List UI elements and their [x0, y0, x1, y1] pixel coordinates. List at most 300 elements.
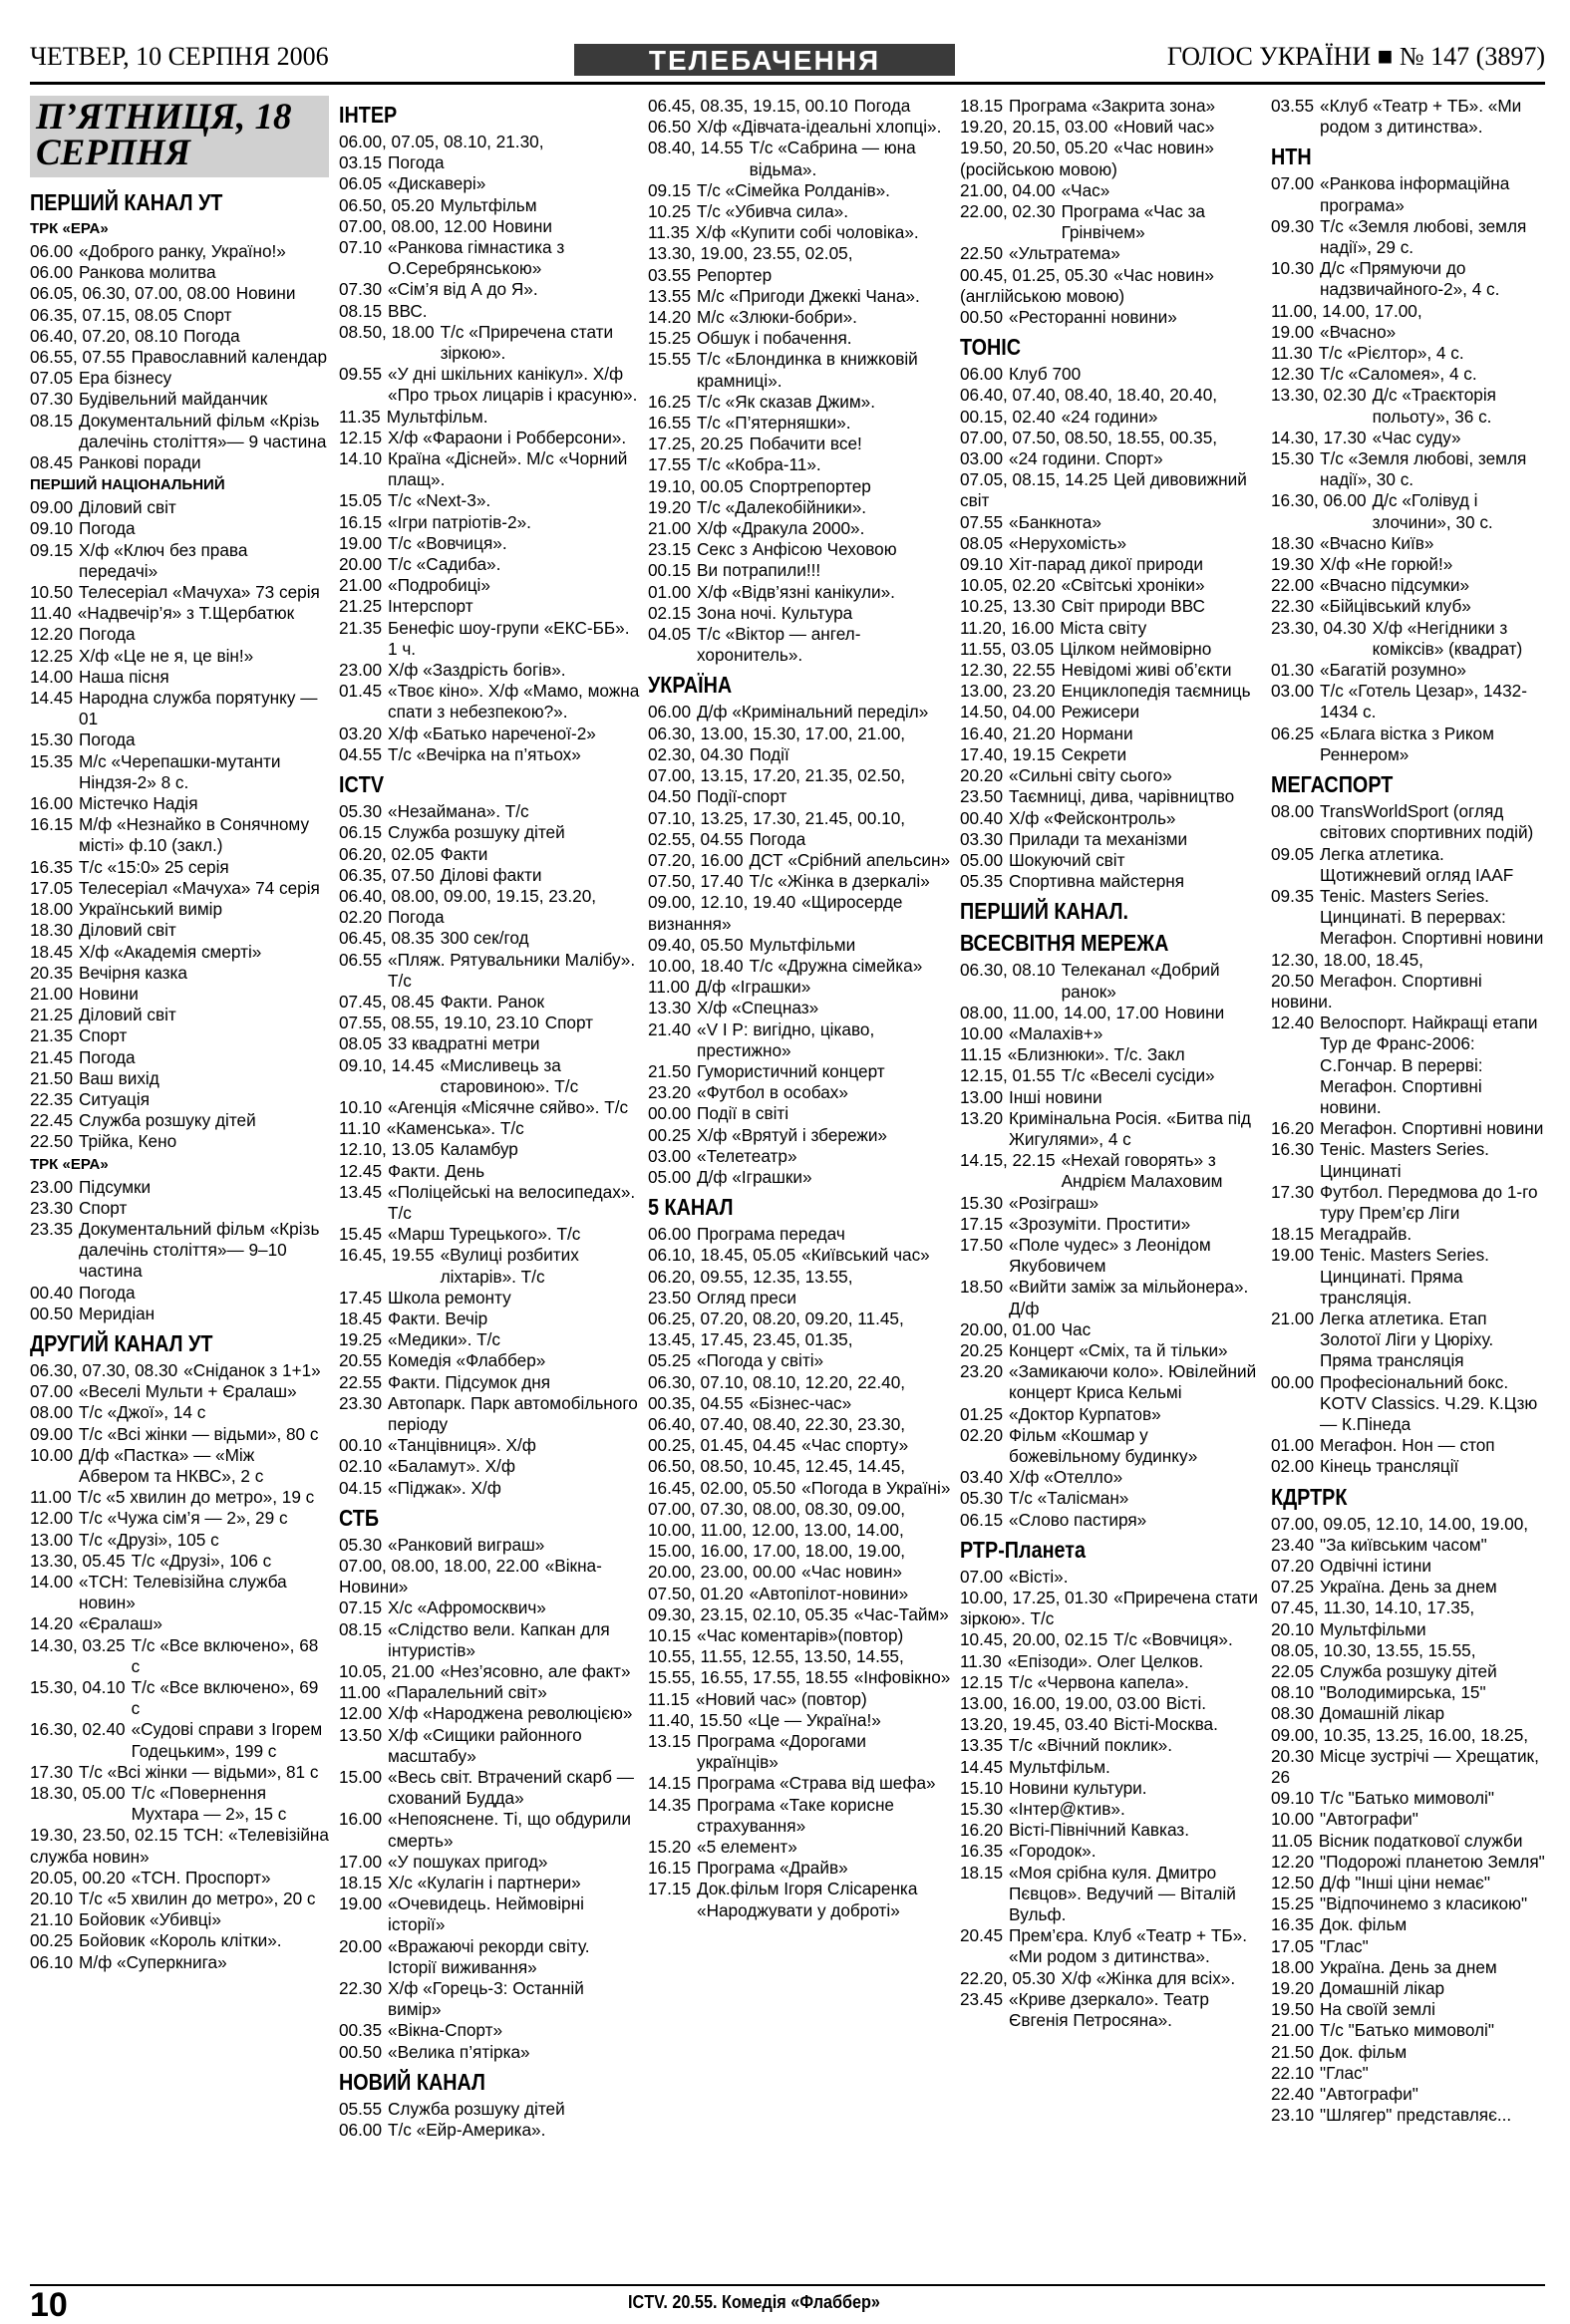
listing-time: 22.00	[1271, 575, 1315, 596]
listing-time: 07.45, 11.30, 14.10, 17.35, 20.10	[1271, 1598, 1475, 1639]
listing-row	[339, 1936, 640, 1978]
listing-time: 22.30	[1271, 596, 1315, 617]
listing-time: 10.00	[1271, 1809, 1315, 1830]
listing-show: Х/ф «Народжена революцією»	[388, 1703, 633, 1724]
listing-row	[339, 1703, 640, 1724]
listing-time: 11.00	[339, 1682, 381, 1703]
listing-show: «Велика п’ятірка»	[388, 2041, 530, 2062]
listing-time: 08.40, 14.55	[648, 138, 744, 158]
listing-row	[339, 1182, 640, 1224]
listing-show: «Нез’ясовно, але факт»	[440, 1661, 631, 1682]
listing-time: 06.25	[1271, 723, 1315, 743]
listing-time: 17.50	[960, 1234, 1004, 1255]
listing-time: 20.20	[960, 765, 1004, 786]
listing-time: 19.20	[648, 496, 692, 517]
listing-show: Цей дивовижний світ	[960, 469, 1247, 511]
channel-name: ПЕРШИЙ КАНАЛ.	[960, 898, 1128, 925]
listing-row	[30, 1005, 329, 1025]
listing-time: 12.00	[30, 1508, 74, 1529]
listing-time: 18.15	[1271, 1224, 1315, 1245]
listing-time: 00.10	[339, 1435, 383, 1456]
listing-row	[960, 744, 1264, 765]
column-3	[648, 96, 952, 1921]
listing-row	[30, 389, 329, 410]
channel-subheading: ПЕРШИЙ НАЦІОНАЛЬНИЙ	[30, 476, 225, 494]
listing-row	[960, 469, 1264, 511]
listing-time: 06.40, 07.40, 08.40, 22.30, 23.30, 00.25, 01.45, 04.45	[648, 1413, 906, 1456]
listing-time: 11.30	[1271, 343, 1313, 364]
listing-show: Новини	[1164, 1002, 1225, 1022]
listing-time: 13.20, 19.45, 03.40	[960, 1714, 1108, 1735]
listing-time: 12.25	[30, 645, 74, 666]
listing-show: Т/с «Next-3».	[388, 490, 491, 511]
listing-time: 19.30, 23.50, 02.15	[30, 1825, 178, 1846]
listing-show: «Новий час»	[1113, 117, 1215, 138]
listing-row	[960, 1087, 1264, 1108]
listing-time: 21.00, 04.00	[960, 179, 1056, 200]
listing-show: Вісті.	[1165, 1693, 1207, 1714]
listing-show: Футбол. Передмова до 1-го туру Прем’єр Ліги	[1320, 1181, 1538, 1223]
listing-row	[960, 1319, 1264, 1340]
listing-time: 16.45, 19.55	[339, 1245, 435, 1266]
listing-show: Погода	[183, 325, 240, 346]
listing-time: 10.25, 13.30	[960, 596, 1056, 617]
listing-show: Теніс. Masters Series. Цинцинаті. В перервах: Мегафон. Спортивні новини	[1320, 885, 1544, 949]
listing-show: «Дискавері»	[388, 173, 486, 194]
listing-show: "Подорожі планетою Земля"	[1320, 1851, 1545, 1872]
listing-time: 02.20	[960, 1424, 1004, 1445]
listing-row	[339, 1118, 640, 1139]
listing-row	[339, 1033, 640, 1054]
listing-row	[1271, 1640, 1545, 1682]
listing-show: Новини	[79, 983, 139, 1004]
listing-time: 15.00	[339, 1767, 383, 1788]
listing-time: 20.00, 01.00	[960, 1318, 1056, 1339]
listing-show: Т/с «Убивча сила».	[697, 201, 848, 222]
listing-show: «Погода у світі»	[697, 1350, 824, 1371]
listing-time: 05.35	[960, 871, 1004, 892]
listing-show: «Футбол в особах»	[697, 1082, 848, 1103]
listing-show: «Приречена стати зіркою». Т/с	[960, 1588, 1259, 1629]
listing-row	[1271, 1852, 1545, 1873]
listing-row	[648, 1414, 952, 1456]
listing-row	[648, 1082, 952, 1103]
listing-row	[648, 850, 952, 871]
listing-row	[960, 1488, 1264, 1509]
listing-time: 09.00, 12.10, 19.40	[648, 892, 796, 913]
listing-time: 08.50, 18.00	[339, 321, 435, 342]
listing-time: 10.55, 11.55, 12.55, 13.50, 14.55, 15.55, 16.55, 17.55, 18.55	[648, 1646, 904, 1688]
listing-show: «Поліцейські на велосипедах». Т/с	[388, 1181, 636, 1223]
listing-time: 07.55	[960, 511, 1004, 532]
listing-time: 05.30	[339, 801, 383, 822]
listing-row	[1271, 1139, 1545, 1181]
listing-time: 12.00	[339, 1703, 383, 1724]
listing-time: 06.50	[648, 117, 692, 138]
listing-time: 15.30	[1271, 448, 1315, 469]
channel-name: КДРТРК	[1271, 1483, 1348, 1510]
listing-show: Прем’єра. Клуб «Театр + ТБ». «Ми родом з дитинства».	[1009, 1925, 1247, 1967]
listing-row	[339, 1435, 640, 1456]
listing-time: 20.00	[339, 554, 383, 575]
listing-show: «Нерухомість»	[1009, 532, 1127, 553]
listing-row	[1271, 1245, 1545, 1308]
listing-show: Т/с «Віктор — ангел-хоронитель».	[697, 624, 861, 666]
listing-row	[1271, 301, 1545, 343]
listing-time: 00.40	[960, 807, 1004, 828]
listing-time: 19.00	[339, 1893, 383, 1914]
listing-show: Діловий світ	[79, 920, 176, 941]
listing-show: «Каменська». Т/с	[386, 1118, 524, 1139]
listing-show: «Нехай говорять» з Андрієм Малаховим	[1061, 1150, 1223, 1192]
listing-show: «Щиросерде визнання»	[648, 892, 903, 934]
listing-time: 07.45, 08.45	[339, 991, 435, 1012]
listing-row	[960, 180, 1264, 201]
listing-show: «Вікна-Новини»	[339, 1556, 602, 1598]
listing-row	[339, 681, 640, 723]
listing-time: 06.10, 18.45, 05.05	[648, 1245, 796, 1266]
listing-show: Велоспорт. Найкращі етапи Тур де Франс-2006: С.Гончар. В перерві: Мегафон. Спортивні новини.	[1320, 1013, 1538, 1117]
listing-time: 16.20	[960, 1820, 1004, 1841]
channel-name: ДРУГИЙ КАНАЛ УТ	[30, 1329, 213, 1356]
listing-time: 02.00	[1271, 1456, 1315, 1477]
listing-time: 22.45	[30, 1110, 74, 1131]
listing-show: «Ресторанні новини»	[1009, 307, 1177, 328]
listing-row	[339, 575, 640, 596]
listing-show: Домашній лікар	[1320, 1978, 1445, 1999]
listing-row	[339, 1598, 640, 1618]
listing-row	[960, 201, 1264, 243]
listing-show: Концерт «Сміх, та й тільки»	[1009, 1339, 1228, 1360]
listing-row	[339, 1661, 640, 1682]
listing-time: 17.45	[339, 1287, 383, 1307]
listing-show: Хіт-парад дикої природи	[1009, 554, 1203, 575]
listing-show: Х/ф «Спецназ»	[697, 998, 819, 1018]
listing-show: Діловий світ	[79, 1005, 176, 1025]
listing-time: 22.20, 05.30	[960, 1967, 1056, 1988]
tv-listings	[30, 96, 1545, 2278]
listing-row	[1271, 1682, 1545, 1703]
listing-show: "Автографи"	[1320, 1809, 1418, 1830]
listing-show: Невідомі живі об’єкти	[1061, 660, 1232, 681]
listing-show: «Судові справи з Ігорем Годецьким», 199 с	[131, 1719, 323, 1761]
listing-time: 15.30	[960, 1799, 1004, 1820]
listing-row	[339, 928, 640, 949]
listing-show: «Слово пастиря»	[1009, 1509, 1147, 1530]
listing-row	[960, 96, 1264, 117]
listing-time: 21.10	[30, 1909, 74, 1930]
listing-show: Мультфільм.	[1009, 1756, 1110, 1777]
listing-show: Погода	[853, 96, 911, 116]
listing-time: 12.30, 22.55	[960, 660, 1056, 681]
listing-time: 16.30, 02.40	[30, 1719, 126, 1740]
listing-row	[30, 1089, 329, 1110]
listing-show: «ТСН: Телевізійна служба новин»	[79, 1571, 287, 1613]
listing-show: ТСН: «Телевізійна служба новин»	[30, 1825, 329, 1867]
listing-show: «Близнюки». Т/с. Закл	[1007, 1044, 1185, 1065]
listing-row	[1271, 1978, 1545, 1999]
listing-row	[960, 1778, 1264, 1799]
listing-row	[648, 582, 952, 603]
listing-row	[960, 1757, 1264, 1778]
listing-show: Вісті-Москва.	[1113, 1714, 1218, 1735]
listing-row	[1271, 844, 1545, 886]
listing-time: 09.10, 14.45	[339, 1054, 435, 1075]
listing-show: Факти. Ранок	[440, 991, 544, 1012]
listing-show: «Вісті».	[1009, 1566, 1069, 1587]
listing-show: Одвічні істини	[1320, 1556, 1432, 1576]
listing-row	[648, 138, 952, 179]
column-4-list	[960, 96, 1264, 2031]
listing-time: 06.45, 08.35, 19.15, 00.10	[648, 96, 848, 116]
listing-row	[339, 1161, 640, 1182]
listing-show: Містечко Надія	[79, 793, 198, 814]
listing-row	[648, 243, 952, 285]
column-2-list	[339, 102, 640, 2141]
listing-time: 12.15, 01.55	[960, 1065, 1056, 1086]
listing-time: 12.20	[30, 624, 74, 645]
listing-show: «Незаймана». Т/с	[388, 801, 529, 822]
listing-row	[960, 1193, 1264, 1214]
listing-row	[960, 1651, 1264, 1672]
listing-time: 12.10, 13.05	[339, 1139, 435, 1160]
listing-show: Спорт	[183, 304, 232, 325]
listing-show: «Малахів+»	[1009, 1022, 1103, 1043]
listing-time: 11.05	[1271, 1830, 1313, 1851]
listing-time: 16.35	[30, 856, 74, 877]
listing-show: Т/с «Талісман»	[1009, 1488, 1129, 1509]
listing-row	[1271, 1456, 1545, 1477]
listing-show: «Інфовікно»	[853, 1667, 951, 1688]
listing-show: Т/с «Земля любові, земля надії», 30 с.	[1320, 448, 1527, 490]
listing-show: На своїй землі	[1320, 1999, 1435, 2020]
listing-row	[648, 286, 952, 307]
listing-show: «Блага вістка з Риком Реннером»	[1320, 723, 1494, 764]
listing-time: 02.10	[339, 1456, 383, 1477]
listing-show: Український вимір	[79, 899, 223, 920]
listing-time: 18.45	[339, 1307, 383, 1328]
listing-row	[339, 1372, 640, 1393]
listing-show: «У дні шкільних канікул». Х/ф «Про трьох лицарів і красуню».	[388, 364, 638, 406]
listing-time: 03.55	[1271, 96, 1315, 116]
listing-show: Міста світу	[1060, 617, 1147, 638]
listing-time: 07.00, 07.50, 08.50, 18.55, 00.35, 03.00	[960, 427, 1218, 469]
listing-show: Т/с «Рієлтор», 4 с.	[1318, 343, 1464, 364]
listing-row	[30, 1131, 329, 1152]
listing-show: Д/с «Голівуд і злочини», 30 с.	[1372, 490, 1493, 532]
listing-time: 03.20	[339, 723, 383, 743]
listing-time: 15.20	[648, 1837, 692, 1858]
listing-show: «Вчасно»	[1320, 321, 1397, 342]
listing-show: Т/с «Сімейка Ролданів».	[697, 179, 890, 200]
listing-show: «Бійцівський клуб»	[1320, 596, 1471, 617]
channel-name: НТН	[1271, 144, 1312, 170]
listing-time: 14.20	[648, 307, 692, 328]
listing-row	[30, 878, 329, 899]
listing-show: Х/с «Кулагін і партнери»	[388, 1873, 581, 1893]
listing-time: 00.50	[960, 307, 1004, 328]
listing-time: 14.30, 03.25	[30, 1634, 126, 1655]
listing-show: «Новий час» (повтор)	[695, 1688, 867, 1709]
listing-row	[648, 1604, 952, 1625]
listing-row	[339, 1478, 640, 1499]
listing-time: 19.20	[1271, 1978, 1315, 1999]
listing-row	[1271, 1809, 1545, 1830]
listing-row	[1271, 343, 1545, 364]
listing-show: Кінець трансляції	[1320, 1456, 1459, 1477]
listing-show: Обшук і побачення.	[697, 328, 852, 349]
listing-time: 06.30, 07.10, 08.10, 12.20, 22.40, 00.35, 04.55	[648, 1371, 906, 1413]
listing-time: 07.00, 08.00, 18.00, 22.00	[339, 1556, 539, 1576]
listing-show: «Епізоди». Олег Целков.	[1007, 1650, 1204, 1671]
listing-row	[339, 1288, 640, 1308]
listing-time: 13.30	[648, 998, 692, 1018]
listing-time: 21.00	[339, 575, 383, 596]
listing-row	[30, 1424, 329, 1445]
listing-time: 06.55	[339, 949, 383, 970]
listing-time: 06.30, 07.30, 08.30	[30, 1359, 178, 1380]
listing-time: 07.00	[960, 1566, 1004, 1587]
listing-row	[960, 1003, 1264, 1023]
listing-show: Д/ф «Пастка» — «Між Абвером та НКВС», 2 с	[79, 1444, 264, 1486]
listing-time: 09.30, 23.15, 02.10, 05.35	[648, 1603, 848, 1624]
listing-time: 07.00, 08.00, 12.00	[339, 215, 487, 236]
listing-row	[339, 822, 640, 843]
listing-time: 00.50	[339, 2041, 383, 2062]
listing-time: 23.30, 04.30	[1271, 617, 1367, 638]
listing-time: 12.40	[1271, 1013, 1315, 1033]
listing-show: «Непояснене. Ті, що обдурили смерть»	[388, 1809, 631, 1851]
listing-row	[339, 886, 640, 928]
listing-row	[648, 307, 952, 328]
listing-row	[339, 744, 640, 765]
listing-show: Д/ф «Іграшки»	[695, 977, 811, 998]
listing-time: 11.35	[648, 222, 690, 243]
listing-row	[30, 1068, 329, 1089]
page-header	[30, 36, 1545, 80]
listing-row	[30, 920, 329, 941]
listing-time: 13.55	[648, 285, 692, 306]
listing-time: 21.35	[339, 617, 383, 638]
listing-show: Ранкові поради	[79, 452, 201, 473]
listing-row	[960, 1044, 1264, 1065]
listing-show: Х/ф «Купити собі чоловіка».	[695, 222, 919, 243]
listing-show: «Городок».	[1009, 1841, 1097, 1862]
listing-row	[339, 132, 640, 173]
listing-row	[648, 96, 952, 117]
listing-row	[648, 1146, 952, 1167]
listing-show: Т/с «5 хвилин до метро», 19 с	[77, 1487, 315, 1508]
listing-row	[339, 618, 640, 660]
listing-time: 03.30	[960, 828, 1004, 849]
listing-show: Час	[1061, 1318, 1092, 1339]
listing-time: 16.15	[648, 1858, 692, 1879]
listing-time: 13.00	[960, 1086, 1004, 1107]
listing-row	[1271, 2105, 1545, 2126]
listing-time: 13.35	[960, 1735, 1004, 1756]
listing-show: Т/с «Як сказав Джим».	[697, 391, 876, 412]
listing-show: Таємниці, дива, чарівництво	[1009, 786, 1235, 807]
listing-show: «Час коментарів»(повтор)	[697, 1625, 904, 1646]
listing-show: Шокуючий світ	[1009, 849, 1125, 870]
listing-show: Т/с «Ейр-Америка».	[388, 2120, 546, 2141]
listing-show: Ваш вихід	[79, 1067, 159, 1088]
listing-row	[339, 554, 640, 575]
listing-show: «Ранковий виграш»	[388, 1534, 545, 1555]
listing-show: Програма «Дорогами українців»	[697, 1731, 866, 1773]
listing-show: Погода	[388, 152, 445, 173]
listing-row	[339, 1013, 640, 1033]
listing-time: 18.00	[30, 899, 74, 920]
listing-row	[30, 1783, 329, 1825]
listing-row	[30, 1402, 329, 1423]
listing-row	[30, 1047, 329, 1068]
listing-time: 04.05	[648, 624, 692, 645]
listing-show: Події-спорт	[697, 786, 787, 807]
listing-row	[30, 1888, 329, 1909]
listing-time: 00.00	[648, 1103, 692, 1124]
listing-show: «Багатій розумно»	[1320, 660, 1466, 681]
listing-time: 06.30, 13.00, 15.30, 17.00, 21.00, 02.30, 04.30	[648, 723, 906, 764]
listing-time: 14.10	[339, 448, 383, 469]
listing-time: 08.00	[1271, 801, 1315, 822]
listing-show: Х/ф «Сищики районного масштабу»	[388, 1724, 582, 1766]
listing-show: «Інтер@ктив».	[1009, 1799, 1125, 1820]
listing-row	[339, 322, 640, 364]
listing-time: 21.25	[30, 1005, 74, 1025]
listing-show: Т/с «Все включено», 69 с	[131, 1677, 319, 1719]
listing-time: 06.25, 07.20, 08.20, 09.20, 11.45, 13.45, 17.45, 23.45, 01.35, 05.25	[648, 1307, 904, 1371]
listing-row	[30, 1868, 329, 1888]
listing-show: «Розіграш»	[1009, 1192, 1099, 1213]
listing-time: 23.20	[960, 1361, 1004, 1382]
listing-time: 16.30	[1271, 1139, 1315, 1160]
listing-row	[960, 1735, 1264, 1756]
listing-row	[648, 1103, 952, 1124]
listing-row	[1271, 801, 1545, 843]
listing-time: 01.45	[339, 681, 383, 702]
listing-row	[1271, 533, 1545, 554]
listing-row	[960, 575, 1264, 596]
listing-show: 33 квадратні метри	[388, 1033, 540, 1054]
listing-show: Погода	[388, 907, 445, 928]
listing-row	[339, 1682, 640, 1703]
listing-row	[648, 892, 952, 934]
listing-time: 00.50	[30, 1303, 74, 1323]
listing-row	[960, 618, 1264, 639]
listing-time: 07.50, 17.40	[648, 871, 744, 892]
listing-row	[339, 865, 640, 886]
listing-row	[30, 262, 329, 283]
listing-row	[30, 1177, 329, 1198]
listing-row	[1271, 1308, 1545, 1372]
listing-row	[30, 857, 329, 878]
listing-time: 08.15	[339, 300, 383, 321]
listing-row	[1271, 596, 1545, 617]
listing-time: 12.15	[339, 427, 383, 447]
listing-show: Х/с «Афромосквич»	[388, 1598, 546, 1618]
channel-name: МЕГАСПОРТ	[1271, 771, 1394, 798]
listing-row	[30, 497, 329, 518]
listing-show: Д/с «Прямуючи до надзвичайного-2», 4 с.	[1320, 258, 1500, 300]
listing-row	[339, 216, 640, 237]
listing-row	[960, 765, 1264, 786]
listing-show: «Вікна-Спорт»	[388, 2020, 503, 2041]
listing-row	[648, 1167, 952, 1188]
listing-row	[648, 1125, 952, 1146]
listing-show: Режисери	[1061, 702, 1140, 723]
listing-row	[339, 407, 640, 428]
